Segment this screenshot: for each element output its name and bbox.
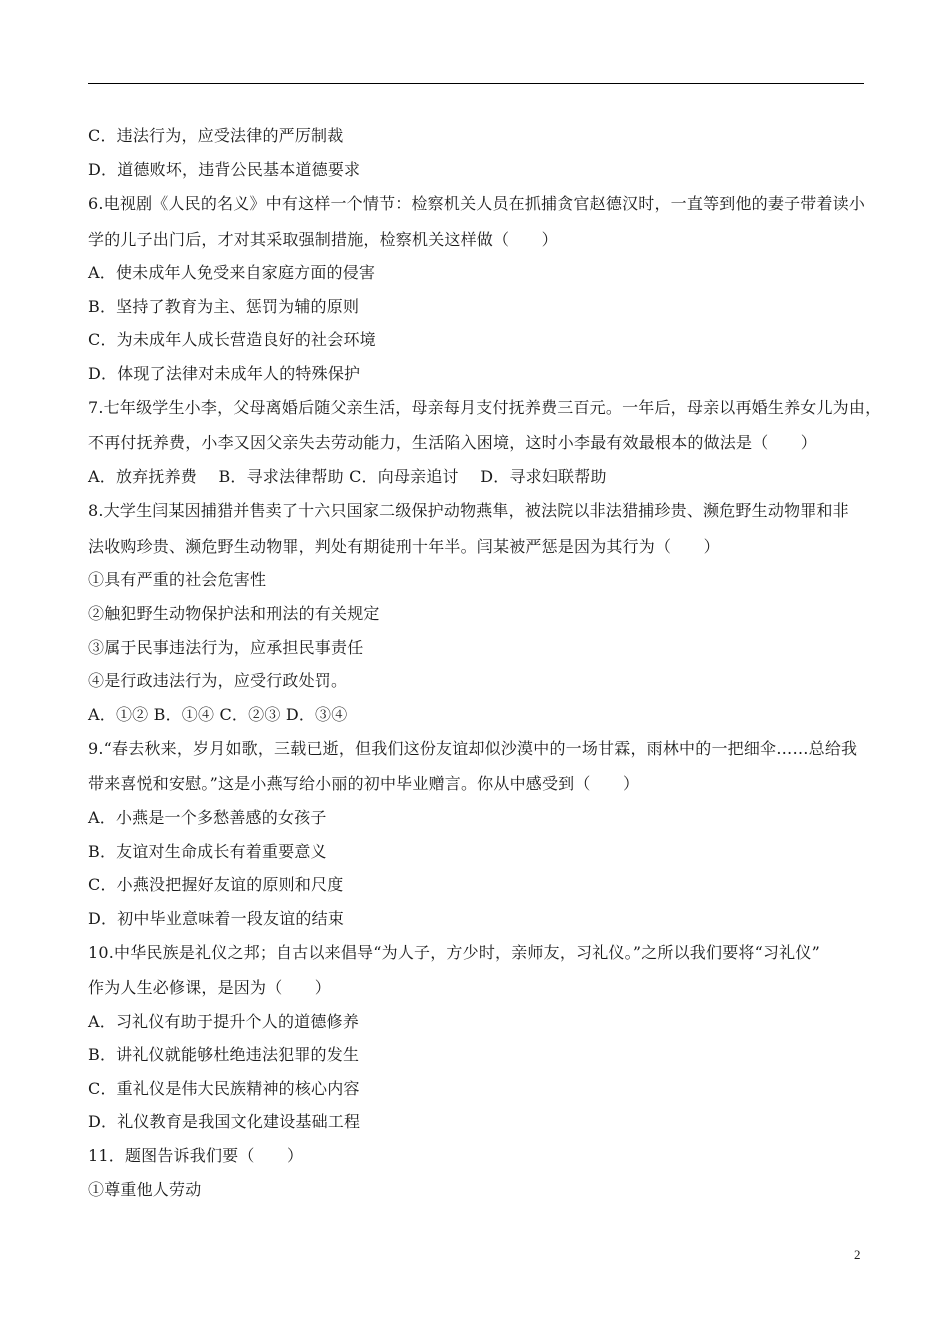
option-line: C．为未成年人成长营造良好的社会环境 [88, 330, 376, 349]
question-line: 9.“春去秋来，岁月如歌，三载已逝，但我们这份友谊却似沙漠中的一场甘霖，雨林中的一把细伞……总给我 [88, 739, 858, 758]
option-line: C．小燕没把握好友谊的原则和尺度 [88, 875, 344, 894]
question-line: 作为人生必修课，是因为（ ） [88, 978, 332, 997]
statement-line: ①尊重他人劳动 [88, 1180, 202, 1199]
statement-line: ①具有严重的社会危害性 [88, 570, 267, 589]
option-line: D．礼仪教育是我国文化建设基础工程 [88, 1112, 361, 1131]
statement-line: ②触犯野生动物保护法和刑法的有关规定 [88, 604, 380, 623]
question-line: 11．题图告诉我们要（ ） [88, 1146, 304, 1165]
option-line: D．体现了法律对未成年人的特殊保护 [88, 364, 361, 383]
option-line: B．坚持了教育为主、惩罚为辅的原则 [88, 297, 360, 316]
header-rule [88, 83, 864, 84]
question-line: 带来喜悦和安慰。”这是小燕写给小丽的初中毕业赠言。你从中感受到（ ） [88, 774, 640, 793]
option-line: D．初中毕业意味着一段友谊的结束 [88, 909, 345, 928]
option-line: A．使未成年人免受来自家庭方面的侵害 [88, 263, 376, 282]
option-line: A．小燕是一个多愁善感的女孩子 [88, 808, 327, 827]
option-line: B．友谊对生命成长有着重要意义 [88, 842, 327, 861]
question-line: 学的儿子出门后，才对其采取强制措施，检察机关这样做（ ） [88, 230, 558, 249]
question-line: 法收购珍贵、濒危野生动物罪，判处有期徒刑十年半。闫某被严惩是因为其行为（ ） [88, 537, 720, 556]
option-line: B．讲礼仪就能够杜绝违法犯罪的发生 [88, 1045, 360, 1064]
option-line: A．习礼仪有助于提升个人的道德修养 [88, 1012, 359, 1031]
option-line: D．道德败坏，违背公民基本道德要求 [88, 160, 361, 179]
question-line: 6.电视剧《人民的名义》中有这样一个情节：检察机关人员在抓捕贪官赵德汉时，一直等到他的妻子带着读小 [88, 194, 866, 213]
question-line: 8.大学生闫某因捕猎并售卖了十六只国家二级保护动物燕隼，被法院以非法猎捕珍贵、濒危野生动物罪和非 [88, 501, 849, 520]
question-line: 不再付抚养费，小李又因父亲失去劳动能力，生活陷入困境，这时小李最有效最根本的做法是（ ） [88, 433, 818, 452]
option-line: C．重礼仪是伟大民族精神的核心内容 [88, 1079, 360, 1098]
statement-line: ③属于民事违法行为，应承担民事责任 [88, 638, 364, 657]
question-line: 10.中华民族是礼仪之邦；自古以来倡导“为人子，方少时，亲师友，习礼仪。”之所以我们要将“习礼仪” [88, 943, 820, 962]
option-line: C．违法行为，应受法律的严厉制裁 [88, 126, 344, 145]
question-line: 7.七年级学生小李，父母离婚后随父亲生活，母亲每月支付抚养费三百元。一年后，母亲以再婚生养女儿为由， [88, 398, 882, 417]
statement-line: ④是行政违法行为，应受行政处罚。 [88, 671, 348, 690]
page-number: 2 [854, 1247, 861, 1262]
option-line: A．①② B．①④ C．②③ D．③④ [88, 705, 348, 724]
option-line: A．放弃抚养费 B．寻求法律帮助 C．向母亲追讨 D．寻求妇联帮助 [88, 467, 607, 486]
